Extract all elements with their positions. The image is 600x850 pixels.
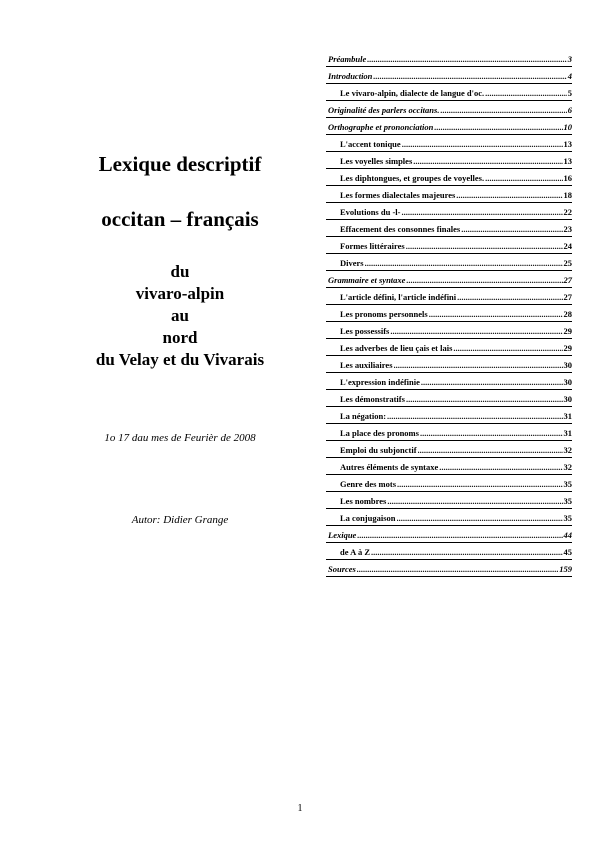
- toc-leader-dots: [394, 360, 563, 370]
- toc-entry[interactable]: [326, 203, 572, 220]
- toc-entry[interactable]: [326, 339, 572, 356]
- toc-leader-dots: [406, 394, 563, 404]
- title-line-1: Lexique descriptif: [98, 152, 262, 176]
- toc-entry-page: 32: [563, 445, 572, 455]
- toc-entry-label: Lexique: [328, 530, 357, 540]
- toc-leader-dots: [440, 105, 566, 115]
- toc-entry[interactable]: [326, 135, 572, 152]
- toc-leader-dots: [397, 479, 562, 489]
- toc-entry-label: Introduction: [328, 71, 373, 81]
- toc-entry[interactable]: [326, 560, 572, 577]
- toc-entry-page: 23: [563, 224, 572, 234]
- toc-entry-page: 30: [563, 360, 572, 370]
- toc-entry-page: 35: [563, 496, 572, 506]
- toc-entry[interactable]: [326, 118, 572, 135]
- toc-entry-page: 159: [559, 564, 572, 574]
- toc-entry-label: Autres éléments de syntaxe: [340, 462, 439, 472]
- toc-entry[interactable]: [326, 288, 572, 305]
- toc-leader-dots: [420, 428, 563, 438]
- toc-entry[interactable]: [326, 509, 572, 526]
- toc-entry-page: 16: [563, 173, 572, 183]
- toc-leader-dots: [402, 139, 563, 149]
- subtitle-line-4: nord: [162, 328, 198, 347]
- toc-entry-page: 32: [563, 462, 572, 472]
- toc-entry-label: Formes littéraires: [340, 241, 405, 251]
- toc-leader-dots: [365, 258, 563, 268]
- toc-leader-dots: [390, 326, 562, 336]
- toc-entry[interactable]: [326, 390, 572, 407]
- toc-entry-label: L'expression indéfinie: [340, 377, 420, 387]
- toc-entry-page: 22: [563, 207, 572, 217]
- toc-entry[interactable]: [326, 356, 572, 373]
- toc-entry-label: Les auxiliaires: [340, 360, 393, 370]
- toc-entry-page: 31: [563, 411, 572, 421]
- toc-entry-label: Les pronoms personnels: [340, 309, 428, 319]
- toc-entry[interactable]: [326, 101, 572, 118]
- toc-entry[interactable]: [326, 67, 572, 84]
- subtitle-line-5: du Velay et du Vivarais: [95, 350, 265, 369]
- toc-entry[interactable]: [326, 458, 572, 475]
- toc-entry-page: 27: [563, 292, 572, 302]
- toc-leader-dots: [439, 462, 562, 472]
- table-of-contents: [326, 50, 572, 577]
- author-line: Autor: Didier Grange: [131, 514, 229, 526]
- toc-entry[interactable]: [326, 152, 572, 169]
- subtitle-line-2: vivaro-alpin: [135, 284, 225, 303]
- toc-entry[interactable]: [326, 407, 572, 424]
- toc-entry-label: Divers: [340, 258, 364, 268]
- subtitle-line-3: au: [171, 306, 189, 325]
- date-line: 1o 17 dau mes de Feurièr de 2008: [104, 432, 256, 444]
- toc-entry[interactable]: [326, 424, 572, 441]
- toc-entry[interactable]: [326, 84, 572, 101]
- toc-leader-dots: [485, 173, 562, 183]
- toc-entry-label: Les démonstratifs: [340, 394, 405, 404]
- toc-entry-label: La négation:: [340, 411, 387, 421]
- toc-leader-dots: [406, 241, 563, 251]
- toc-entry[interactable]: [326, 526, 572, 543]
- toc-leader-dots: [357, 564, 558, 574]
- toc-entry[interactable]: [326, 169, 572, 186]
- toc-entry[interactable]: [326, 322, 572, 339]
- toc-entry-page: 35: [563, 479, 572, 489]
- toc-leader-dots: [387, 411, 562, 421]
- toc-entry-page: 30: [563, 377, 572, 387]
- toc-leader-dots: [456, 190, 562, 200]
- toc-leader-dots: [413, 156, 562, 166]
- toc-entry[interactable]: [326, 50, 572, 67]
- toc-entry-label: Originalité des parlers occitans.: [328, 105, 440, 115]
- toc-entry-label: Genre des mots: [340, 479, 397, 489]
- toc-leader-dots: [397, 513, 563, 523]
- toc-entry-page: 10: [563, 122, 572, 132]
- toc-entry[interactable]: [326, 441, 572, 458]
- toc-entry[interactable]: [326, 271, 572, 288]
- toc-leader-dots: [371, 547, 563, 557]
- toc-entry-label: L'article défini, l'article indéfini: [340, 292, 457, 302]
- toc-entry-page: 6: [567, 105, 572, 115]
- toc-entry[interactable]: [326, 373, 572, 390]
- toc-entry-page: 13: [563, 139, 572, 149]
- toc-entry[interactable]: [326, 305, 572, 322]
- toc-leader-dots: [387, 496, 562, 506]
- toc-entry[interactable]: [326, 543, 572, 560]
- toc-entry-page: 30: [563, 394, 572, 404]
- toc-entry-page: 4: [567, 71, 572, 81]
- page-number: 1: [297, 803, 303, 814]
- toc-entry-label: Grammaire et syntaxe: [328, 275, 406, 285]
- toc-entry[interactable]: [326, 237, 572, 254]
- toc-leader-dots: [485, 88, 567, 98]
- subtitle-line-1: du: [170, 262, 190, 281]
- toc-entry[interactable]: [326, 492, 572, 509]
- toc-leader-dots: [453, 343, 562, 353]
- toc-entry-page: 45: [563, 547, 572, 557]
- toc-entry-page: 18: [563, 190, 572, 200]
- toc-entry-label: Le vivaro-alpin, dialecte de langue d'oc.: [340, 88, 485, 98]
- toc-entry-label: Les diphtongues, et groupes de voyelles.: [340, 173, 485, 183]
- toc-entry-page: 31: [563, 428, 572, 438]
- toc-entry-page: 35: [563, 513, 572, 523]
- toc-entry-label: Sources: [328, 564, 356, 574]
- toc-entry-label: Les adverbes de lieu çais et lais: [340, 343, 453, 353]
- toc-leader-dots: [406, 275, 562, 285]
- toc-entry[interactable]: [326, 220, 572, 237]
- toc-leader-dots: [429, 309, 563, 319]
- title-line-2: occitan – français: [101, 207, 259, 231]
- toc-entry-page: 25: [563, 258, 572, 268]
- toc-entry-label: Emploi du subjonctif: [340, 445, 417, 455]
- toc-entry-page: 3: [567, 54, 572, 64]
- toc-leader-dots: [373, 71, 566, 81]
- toc-entry-page: 44: [563, 530, 572, 540]
- toc-entry-label: La conjugaison: [340, 513, 396, 523]
- toc-leader-dots: [357, 530, 562, 540]
- toc-entry-label: Les possessifs: [340, 326, 390, 336]
- toc-leader-dots: [418, 445, 563, 455]
- toc-entry-label: Préambule: [328, 54, 367, 64]
- toc-entry-page: 5: [567, 88, 572, 98]
- toc-entry-page: 29: [563, 343, 572, 353]
- toc-leader-dots: [434, 122, 562, 132]
- toc-entry[interactable]: [326, 186, 572, 203]
- toc-entry-label: Evolutions du -l-: [340, 207, 401, 217]
- toc-entry-label: Les voyelles simples: [340, 156, 413, 166]
- toc-leader-dots: [457, 292, 562, 302]
- toc-leader-dots: [421, 377, 563, 387]
- toc-entry-label: La place des pronoms: [340, 428, 419, 438]
- toc-entry-label: de A à Z: [340, 547, 370, 557]
- toc-entry-page: 24: [563, 241, 572, 251]
- toc-entry-page: 13: [563, 156, 572, 166]
- toc-entry-label: L'accent tonique: [340, 139, 401, 149]
- toc-entry-page: 27: [563, 275, 572, 285]
- toc-entry-label: Les nombres: [340, 496, 387, 506]
- toc-leader-dots: [461, 224, 562, 234]
- toc-leader-dots: [401, 207, 562, 217]
- toc-entry[interactable]: [326, 254, 572, 271]
- toc-entry[interactable]: [326, 475, 572, 492]
- toc-entry-label: Les formes dialectales majeures: [340, 190, 456, 200]
- toc-entry-page: 28: [563, 309, 572, 319]
- toc-entry-label: Effacement des consonnes finales: [340, 224, 461, 234]
- toc-entry-page: 29: [563, 326, 572, 336]
- toc-leader-dots: [367, 54, 567, 64]
- toc-entry-label: Orthographe et prononciation: [328, 122, 434, 132]
